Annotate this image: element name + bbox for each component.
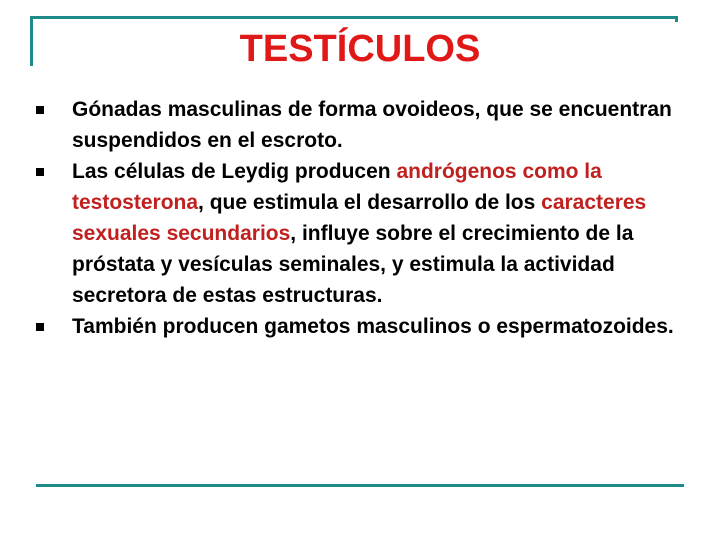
highlight-testosterona: testosterona <box>72 191 199 214</box>
frame-top-line <box>30 16 678 19</box>
bullet-text-part: , que estimula el desarrollo de los <box>198 191 542 214</box>
bullet-item-3 <box>36 311 676 342</box>
highlight-androgenos: andrógenos <box>396 160 517 183</box>
bullet-item-2 <box>36 156 676 311</box>
highlight-caracteres-sexuales: caracteres sexuales secundarios <box>72 191 647 245</box>
bullet-item-1 <box>36 94 676 156</box>
square-bullet-icon <box>36 106 44 114</box>
bullet-text-part: , influye sobre el crecimiento de la próstata y vesículas seminales, y estimula la actividad secretora de estas estructuras. <box>72 222 634 307</box>
bottom-rule-line <box>36 484 684 487</box>
bullet-text-part: Las células de Leydig producen <box>72 160 397 183</box>
frame-right-line <box>675 16 678 22</box>
slide-title: TESTÍCULOS <box>239 28 481 70</box>
square-bullet-icon <box>36 168 44 176</box>
bullet-text: También producen gametos masculinos o espermatozoides. <box>72 315 674 338</box>
bullet-text: Gónadas masculinas de forma ovoideos, que se encuentran suspendidos en el escroto. <box>72 98 672 152</box>
square-bullet-icon <box>36 323 44 331</box>
bullet-list <box>36 94 676 342</box>
bullet-text-part: como la <box>516 160 602 183</box>
